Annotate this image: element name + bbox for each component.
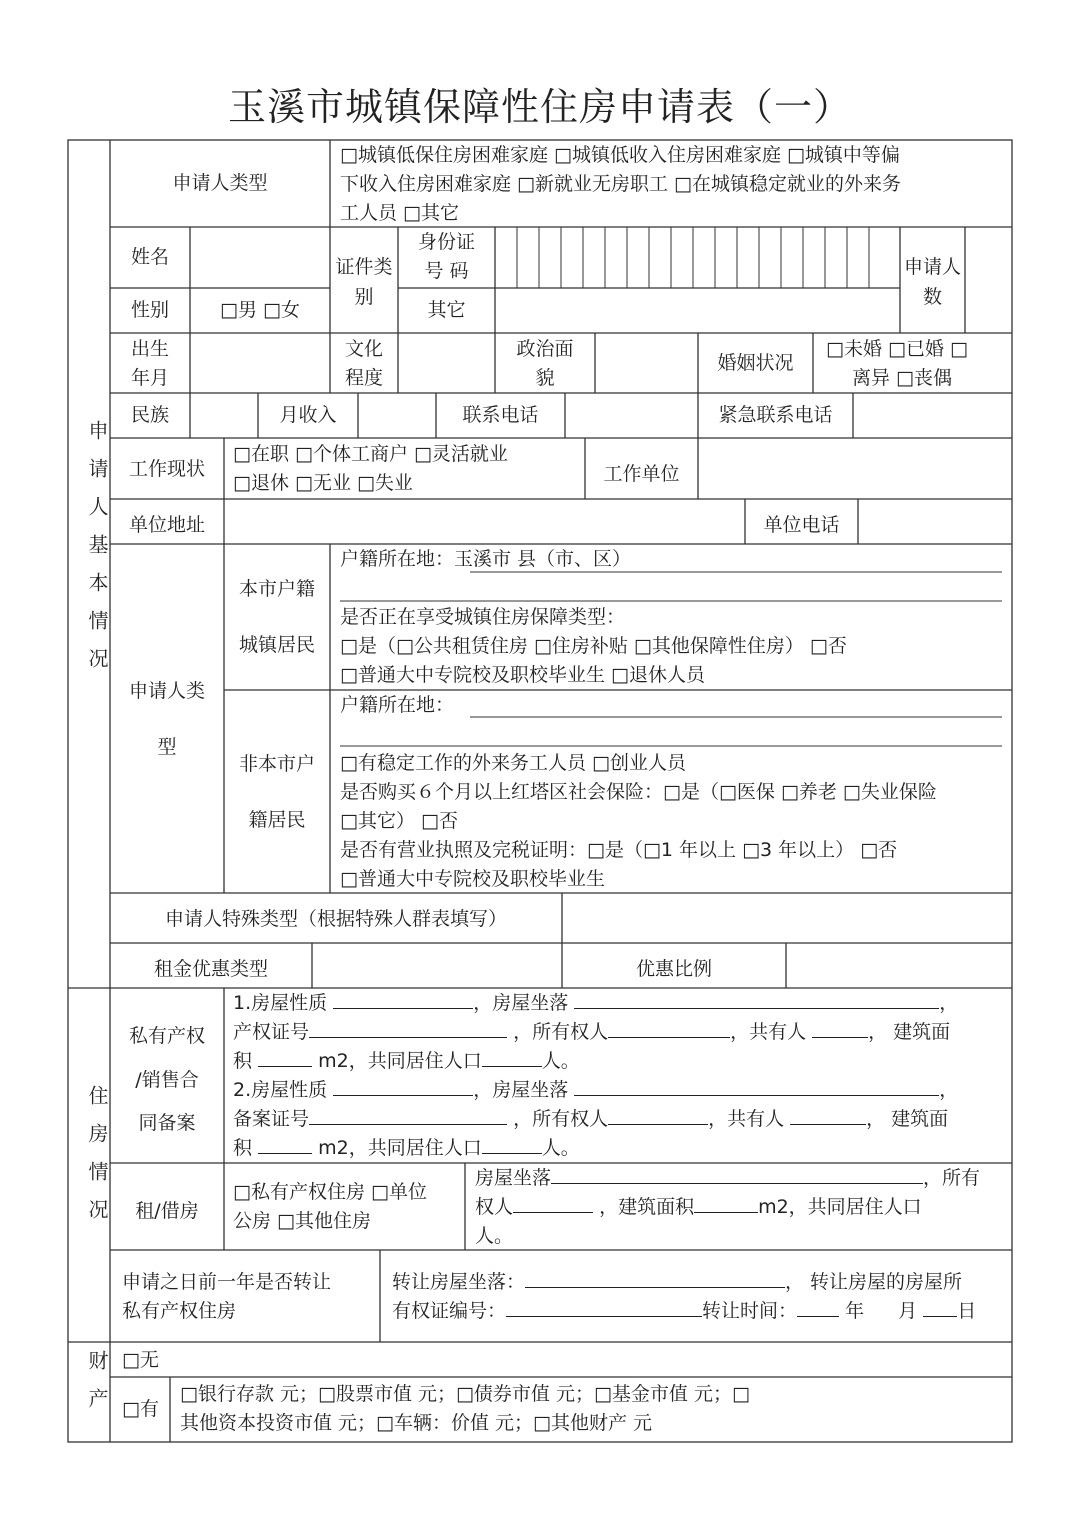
section-property-text: 财产: [85, 1350, 109, 1426]
residents-label-2: m2，共同居住人口: [318, 1137, 482, 1159]
transfer-cert-label: 有权证编号：: [392, 1300, 507, 1322]
rent-owner-prefix: ，所有: [923, 1167, 981, 1189]
house-location-field[interactable]: [574, 990, 939, 1009]
residents-field[interactable]: [482, 1048, 542, 1067]
marital-options-line1[interactable]: □未婚 □已婚 □: [826, 338, 968, 360]
special-type-label: 申请人特殊类型（根据特殊人群表填写）: [164, 908, 507, 930]
property-details-line2[interactable]: 其他资本投资市值 元；□车辆：价值 元；□其他财产 元: [180, 1412, 653, 1434]
phone-label: 联系电话: [462, 404, 539, 426]
rent-location-field[interactable]: [551, 1165, 923, 1184]
area-field[interactable]: [258, 1048, 312, 1067]
discount-ratio-label: 优惠比例: [635, 958, 712, 980]
owner-field[interactable]: [608, 1019, 730, 1038]
property-has-option[interactable]: □有: [122, 1398, 159, 1420]
residents-label: m2，共同居住人口: [318, 1050, 482, 1072]
local-registration: [340, 545, 631, 574]
month-unit: 月: [898, 1300, 918, 1322]
unit-phone-label: 单位电话: [763, 514, 840, 536]
transfer-cert-prefix: ， 转让房屋的房屋所: [785, 1271, 963, 1293]
cert-no-field[interactable]: [309, 1019, 507, 1038]
section-applicant-label: [75, 420, 109, 701]
transfer-label-2: 私有产权住房: [122, 1300, 237, 1322]
applicant-type-options-line2[interactable]: 下收入住房困难家庭 □新就业无房职工 □在城镇稳定就业的外来务: [340, 173, 901, 195]
persons-unit: 人。: [541, 1050, 580, 1072]
applicant-type-options-line3[interactable]: 工人员 □其它: [340, 202, 459, 224]
area-label-2: 积: [233, 1050, 253, 1072]
local-extra-options[interactable]: □普通大中专院校及职校毕业生 □退休人员: [340, 664, 705, 686]
comma-2: ，: [939, 1079, 959, 1101]
house-location-field-2[interactable]: [574, 1077, 939, 1096]
other-id-label: 其它: [427, 299, 466, 321]
local-registration-prefix: 户籍所在地：: [340, 548, 455, 570]
nonlocal-option-1[interactable]: □有稳定工作的外来务工人员 □创业人员: [340, 752, 686, 774]
id-card-label-2: 号 码: [424, 260, 469, 282]
education-label-1: 文化: [344, 338, 383, 360]
private-line-1: [233, 989, 958, 1018]
section-property-label: [75, 1350, 109, 1441]
transfer-label-1: 申请之日前一年是否转让: [122, 1271, 332, 1293]
work-status-label: 工作现状: [128, 458, 205, 480]
day-unit: 日: [957, 1300, 977, 1322]
house-location-label: ，房屋坐落: [473, 992, 569, 1014]
local-question-1-options[interactable]: □是（□公共租赁住房 □住房补贴 □其他保障性住房） □否: [340, 635, 847, 657]
nonlocal-question-3[interactable]: 是否有营业执照及完税证明：□是（□1 年以上 □3 年以上） □否: [340, 839, 898, 861]
private-line-6: [233, 1134, 580, 1163]
house-location-label-2: ，房屋坐落: [473, 1079, 569, 1101]
section-applicant-text: 申请人基本情况: [85, 420, 109, 686]
section-housing-text: 住房情况: [85, 1085, 109, 1237]
section-housing-label: [75, 1085, 109, 1252]
work-status-options-line2[interactable]: □退休 □无业 □失业: [233, 472, 413, 494]
birth-label-2: 年月: [130, 367, 169, 389]
applicant-category-label-1: 申请人类: [128, 680, 205, 702]
political-label-2: 貌: [535, 367, 555, 389]
local-registration-value[interactable]: 玉溪市 县（市、区）: [454, 548, 632, 570]
form-title: 玉溪市城镇保障性住房申请表（一）: [227, 85, 852, 129]
rent-location-label: 房屋坐落: [475, 1167, 552, 1189]
persons-unit-2: 人。: [541, 1137, 580, 1159]
private-property-label-3: 同备案: [138, 1112, 196, 1134]
owner-field-2[interactable]: [608, 1106, 708, 1125]
rent-discount-label: 租金优惠类型: [153, 958, 268, 980]
applicant-count-label: 申请人数: [903, 256, 961, 308]
ethnic-label: 民族: [130, 404, 169, 426]
transfer-line-2: [392, 1297, 976, 1326]
rent-residents-label: m2，共同居住人口: [758, 1196, 922, 1218]
rent-persons-unit: 人。: [475, 1225, 514, 1247]
co-owner-label: ，共有人: [730, 1021, 807, 1043]
area-label-4: 积: [233, 1137, 253, 1159]
private-line-2: [233, 1018, 950, 1047]
transfer-day-field[interactable]: [923, 1298, 957, 1317]
house-nature-label-2: 2.房屋性质: [233, 1079, 328, 1101]
unit-address-label: 单位地址: [128, 514, 205, 536]
co-owner-label-2: ，共有人: [708, 1108, 785, 1130]
area-label: ， 建筑面: [868, 1021, 951, 1043]
work-unit-label: 工作单位: [603, 463, 680, 485]
rent-area-field[interactable]: [694, 1194, 758, 1213]
transfer-year-field[interactable]: [797, 1298, 839, 1317]
id-type-label: 证件类别: [335, 256, 393, 308]
local-resident-label-2: 城镇居民: [238, 634, 315, 656]
area-label-3: ， 建筑面: [866, 1108, 949, 1130]
cert-no-label: 产权证号: [233, 1021, 310, 1043]
transfer-location-field[interactable]: [525, 1269, 785, 1288]
political-label-1: 政治面: [516, 338, 574, 360]
applicant-type-options-line1[interactable]: □城镇低保住房困难家庭 □城镇低收入住房困难家庭 □城镇中等偏: [340, 144, 900, 166]
id-card-label-1: 身份证: [417, 231, 475, 253]
applicant-type-label: 申请人类型: [172, 172, 268, 194]
nonlocal-question-3b[interactable]: □普通大中专院校及职校毕业生: [340, 868, 605, 890]
private-property-label-2: /销售合: [135, 1069, 199, 1091]
transfer-location-label: 转让房屋坐落：: [392, 1271, 526, 1293]
rent-options-line2[interactable]: 公房 □其他住房: [233, 1210, 371, 1232]
house-nature-field[interactable]: [333, 990, 473, 1009]
name-label: 姓名: [130, 246, 169, 268]
nonlocal-question-2[interactable]: 是否购买６个月以上红塔区社会保险：□是（□医保 □养老 □失业保险: [340, 781, 937, 803]
nonlocal-resident-label-2: 籍居民: [248, 809, 306, 831]
residents-field-2[interactable]: [482, 1135, 542, 1154]
rent-line-2: [475, 1193, 922, 1222]
work-status-options-line1[interactable]: □在职 □个体工商户 □灵活就业: [233, 443, 508, 465]
co-owner-field-2[interactable]: [790, 1106, 866, 1125]
rent-options-line1[interactable]: □私有产权住房 □单位: [233, 1181, 427, 1203]
nonlocal-question-2b[interactable]: □其它） □否: [340, 810, 458, 832]
private-line-4: [233, 1076, 958, 1105]
record-no-field[interactable]: [309, 1106, 507, 1125]
gender-label: 性别: [130, 299, 169, 321]
rent-label: 租/借房: [135, 1200, 199, 1222]
co-owner-field[interactable]: [812, 1019, 868, 1038]
rent-area-label: ，建筑面积: [599, 1196, 695, 1218]
private-property-label-1: 私有产权: [128, 1025, 205, 1047]
record-no-label: 备案证号: [233, 1108, 310, 1130]
house-nature-field-2[interactable]: [333, 1077, 473, 1096]
local-resident-label-1: 本市户籍: [238, 578, 315, 600]
rent-owner-field[interactable]: [513, 1194, 593, 1213]
marital-options-line2[interactable]: 离异 □丧偶: [852, 367, 952, 389]
private-line-5: [233, 1105, 948, 1134]
birth-label-1: 出生: [130, 338, 169, 360]
transfer-line-1: [392, 1268, 962, 1297]
rent-line-1: [475, 1164, 980, 1193]
transfer-time-label: 转让时间：: [702, 1300, 798, 1322]
private-line-3: [233, 1047, 580, 1076]
nonlocal-resident-label-1: 非本市户: [238, 753, 315, 775]
transfer-month-field[interactable]: [870, 1299, 898, 1317]
marital-label: 婚姻状况: [717, 352, 794, 374]
house-nature-label: 1.房屋性质: [233, 992, 328, 1014]
owner-label: ，所有权人: [513, 1021, 609, 1043]
transfer-cert-field[interactable]: [506, 1298, 702, 1317]
gender-options[interactable]: □男 □女: [220, 299, 300, 321]
nonlocal-registration-prefix: 户籍所在地：: [340, 694, 455, 716]
local-question-1: 是否正在享受城镇住房保障类型：: [340, 606, 626, 628]
rent-owner-label: 权人: [475, 1196, 514, 1218]
income-label: 月收入: [279, 404, 337, 426]
emergency-phone-label: 紧急联系电话: [718, 404, 833, 426]
education-label-2: 程度: [344, 367, 383, 389]
comma: ，: [939, 992, 959, 1014]
property-details-line1[interactable]: □银行存款 元；□股票市值 元；□债券市值 元；□基金市值 元；□: [180, 1383, 750, 1405]
applicant-category-label-2: 型: [157, 736, 177, 758]
property-none-option[interactable]: □无: [122, 1349, 159, 1371]
owner-label-2: ，所有权人: [513, 1108, 609, 1130]
year-unit: 年: [845, 1300, 865, 1322]
area-field-2[interactable]: [258, 1135, 312, 1154]
